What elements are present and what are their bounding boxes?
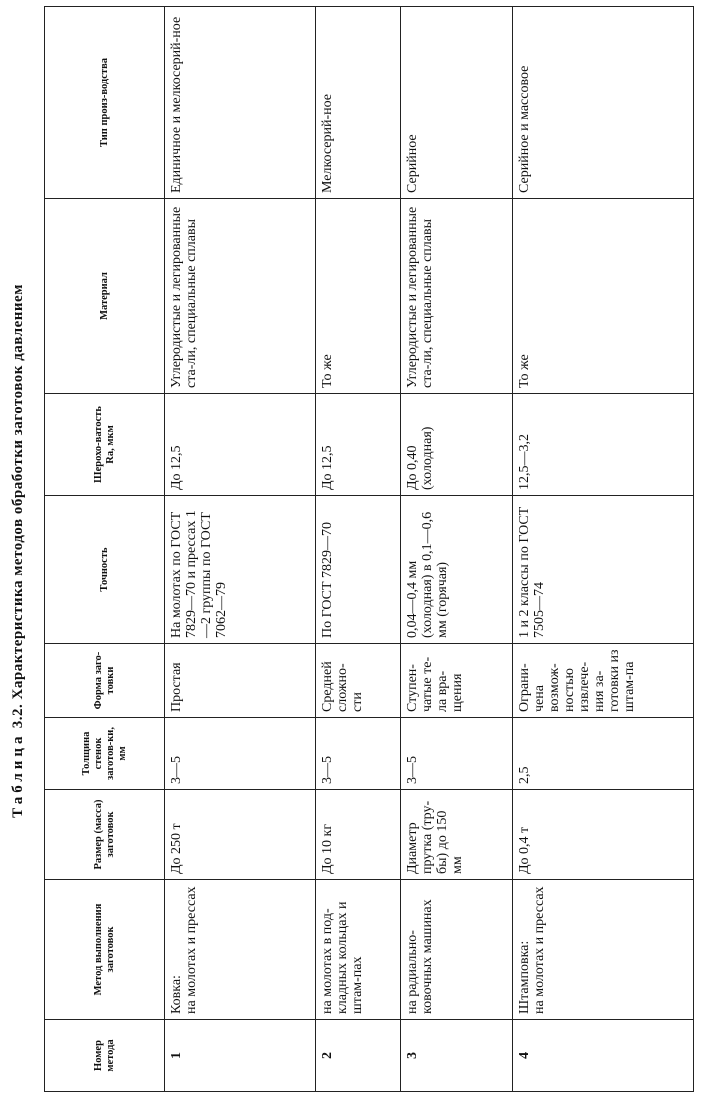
method-roughness: До 12,5	[315, 394, 400, 496]
method-material: То же	[513, 199, 694, 394]
method-size: До 10 кг	[315, 790, 400, 880]
method-size: Диаметр прутка (тру-бы) до 150 мм	[400, 790, 512, 880]
header-cell: Точность	[45, 496, 165, 644]
method-production: Серийное и массовое	[513, 7, 694, 199]
method-number: 3	[400, 1020, 512, 1092]
method-shape: Средней сложно-сти	[315, 644, 400, 718]
method-roughness: 12,5—3,2	[513, 394, 694, 496]
method-thickness: 3—5	[400, 718, 512, 790]
method-production: Единичное и мелкосерий-ное	[165, 7, 316, 199]
header-cell: Материал	[45, 199, 165, 394]
method-accuracy: На молотах по ГОСТ 7829—70 и прессах 1—2 группы по ГОСТ 7062—79	[165, 496, 316, 644]
method-accuracy: По ГОСТ 7829—70	[315, 496, 400, 644]
method-size: До 250 т	[165, 790, 316, 880]
header-cell: Шерохо-ватость Ra, мкм	[45, 394, 165, 496]
method-material: Углеродистые и легированные ста-ли, специальные сплавы	[165, 199, 316, 394]
table-row	[165, 7, 316, 1092]
method-shape: Ступен-чатые те-ла вра-щения	[400, 644, 512, 718]
method-roughness: До 0,40 (холодная)	[400, 394, 512, 496]
method-production: Серийное	[400, 7, 512, 199]
method-size: До 0,4 т	[513, 790, 694, 880]
method-name: на радиально-ковочных машинах	[400, 880, 512, 1020]
method-material: То же	[315, 199, 400, 394]
method-thickness: 3—5	[315, 718, 400, 790]
method-name: на молотах в под-кладных кольцах и штам-пах	[315, 880, 400, 1020]
header-cell: Толщина стенок заготов-ки, мм	[45, 718, 165, 790]
header-cell: Форма заго-товки	[45, 644, 165, 718]
method-thickness: 3—5	[165, 718, 316, 790]
method-material: Углеродистые и легированные ста-ли, специальные сплавы	[400, 199, 512, 394]
header-cell: Номер метода	[45, 1020, 165, 1092]
header-cell: Тип произ-водства	[45, 7, 165, 199]
method-shape: Простая	[165, 644, 316, 718]
method-shape: Ограни-чена возмож-ностью извлече-ния за-готовки из штам-па	[513, 644, 694, 718]
method-number: 4	[513, 1020, 694, 1092]
table-row	[315, 7, 400, 1092]
method-number: 2	[315, 1020, 400, 1092]
method-accuracy: 1 и 2 классы по ГОСТ 7505—74	[513, 496, 694, 644]
caption-prefix: Таблица	[10, 732, 26, 818]
methods-table	[44, 6, 694, 1092]
method-number: 1	[165, 1020, 316, 1092]
method-production: Мелкосерий-ное	[315, 7, 400, 199]
table-row	[400, 7, 512, 1092]
method-name: Ковка: на молотах и прессах	[165, 880, 316, 1020]
header-cell: Размер (масса) заготовок	[45, 790, 165, 880]
table-caption	[10, 0, 27, 1102]
method-name: Штамповка: на молотах и прессах	[513, 880, 694, 1020]
method-thickness: 2,5	[513, 718, 694, 790]
caption-title: 3.2. Характеристика методов обработки заготовок давлением	[10, 284, 26, 729]
method-roughness: До 12,5	[165, 394, 316, 496]
header-cell: Метод выполнения заготовок	[45, 880, 165, 1020]
table-row	[513, 7, 694, 1092]
header-row	[45, 7, 165, 1092]
method-accuracy: 0,04—0,4 мм (холодная) в 0,1—0,6 мм (горячая)	[400, 496, 512, 644]
